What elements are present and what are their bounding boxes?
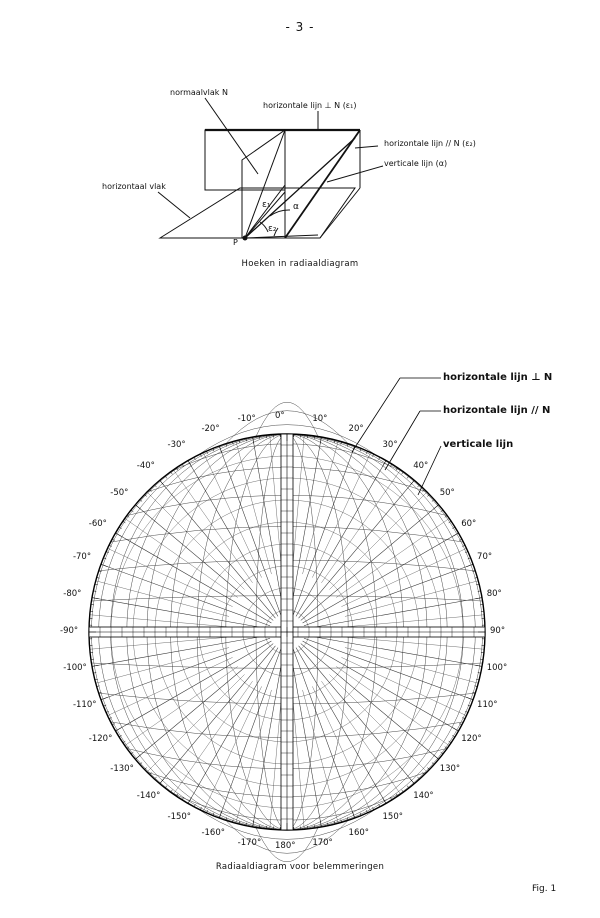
page-number: - 3 -	[285, 20, 315, 34]
label-point-p: P	[233, 238, 238, 247]
rim-label: -130°	[110, 764, 134, 775]
rim-label: -160°	[201, 828, 225, 839]
rim-label: 100°	[486, 663, 508, 674]
rim-label: -80°	[63, 588, 82, 599]
rim-label: -10°	[237, 414, 256, 425]
figure-label: Fig. 1	[532, 884, 557, 894]
caption-radiaal: Radiaaldiagram voor belemmeringen	[215, 862, 385, 872]
legend-perp: horizontale lijn ⊥ N	[443, 372, 553, 383]
rim-label: 60°	[461, 518, 477, 529]
rim-label: 130°	[439, 764, 461, 775]
label-normaalvlak: normaalvlak N	[170, 88, 228, 97]
legend-vert: verticale lijn	[443, 439, 514, 450]
rim-label: -20°	[201, 423, 220, 434]
rim-label: 70°	[477, 552, 493, 563]
rim-label: 0°	[275, 411, 285, 421]
rim-label: 50°	[439, 487, 455, 498]
legend-par: horizontale lijn // N	[443, 405, 551, 416]
rim-label: 110°	[477, 699, 498, 710]
rim-label: -50°	[110, 487, 129, 498]
rim-label: 90°	[490, 626, 506, 636]
rim-label: -140°	[136, 790, 161, 801]
rim-label: 10°	[312, 414, 328, 425]
rim-label: 40°	[413, 461, 429, 472]
rim-label: -120°	[88, 733, 113, 744]
rim-label: 160°	[348, 828, 370, 839]
label-verticale: verticale lijn (α)	[384, 159, 448, 168]
label-horizontaal-vlak: horizontaal vlak	[102, 182, 166, 191]
rim-label: -110°	[72, 699, 97, 710]
label-eps1: ε₁	[262, 200, 271, 210]
rim-label: -90°	[60, 626, 79, 636]
rim-label: -170°	[237, 837, 262, 848]
rim-label: 20°	[348, 423, 364, 434]
rim-label: -100°	[63, 663, 87, 674]
label-eps2: ε₂	[268, 224, 277, 234]
rim-label: -40°	[136, 461, 155, 472]
rim-label: 30°	[382, 439, 398, 450]
label-alpha: α	[293, 202, 299, 212]
rim-label: 140°	[413, 790, 434, 801]
caption-hoeken: Hoeken in radiaaldiagram	[241, 259, 359, 269]
rim-label: 80°	[486, 588, 502, 599]
rim-label: 170°	[312, 837, 333, 848]
rim-label: -150°	[167, 812, 192, 823]
rim-label: 150°	[382, 812, 403, 823]
rim-label: -70°	[72, 552, 92, 563]
rim-label: 180°	[275, 841, 296, 851]
label-horiz-par: horizontale lijn // N (ε₂)	[384, 139, 476, 148]
label-horiz-perp: horizontale lijn ⊥ N (ε₁)	[263, 101, 357, 110]
rim-label: -30°	[167, 439, 186, 450]
rim-label: -60°	[88, 518, 107, 529]
rim-label: 120°	[461, 733, 482, 744]
